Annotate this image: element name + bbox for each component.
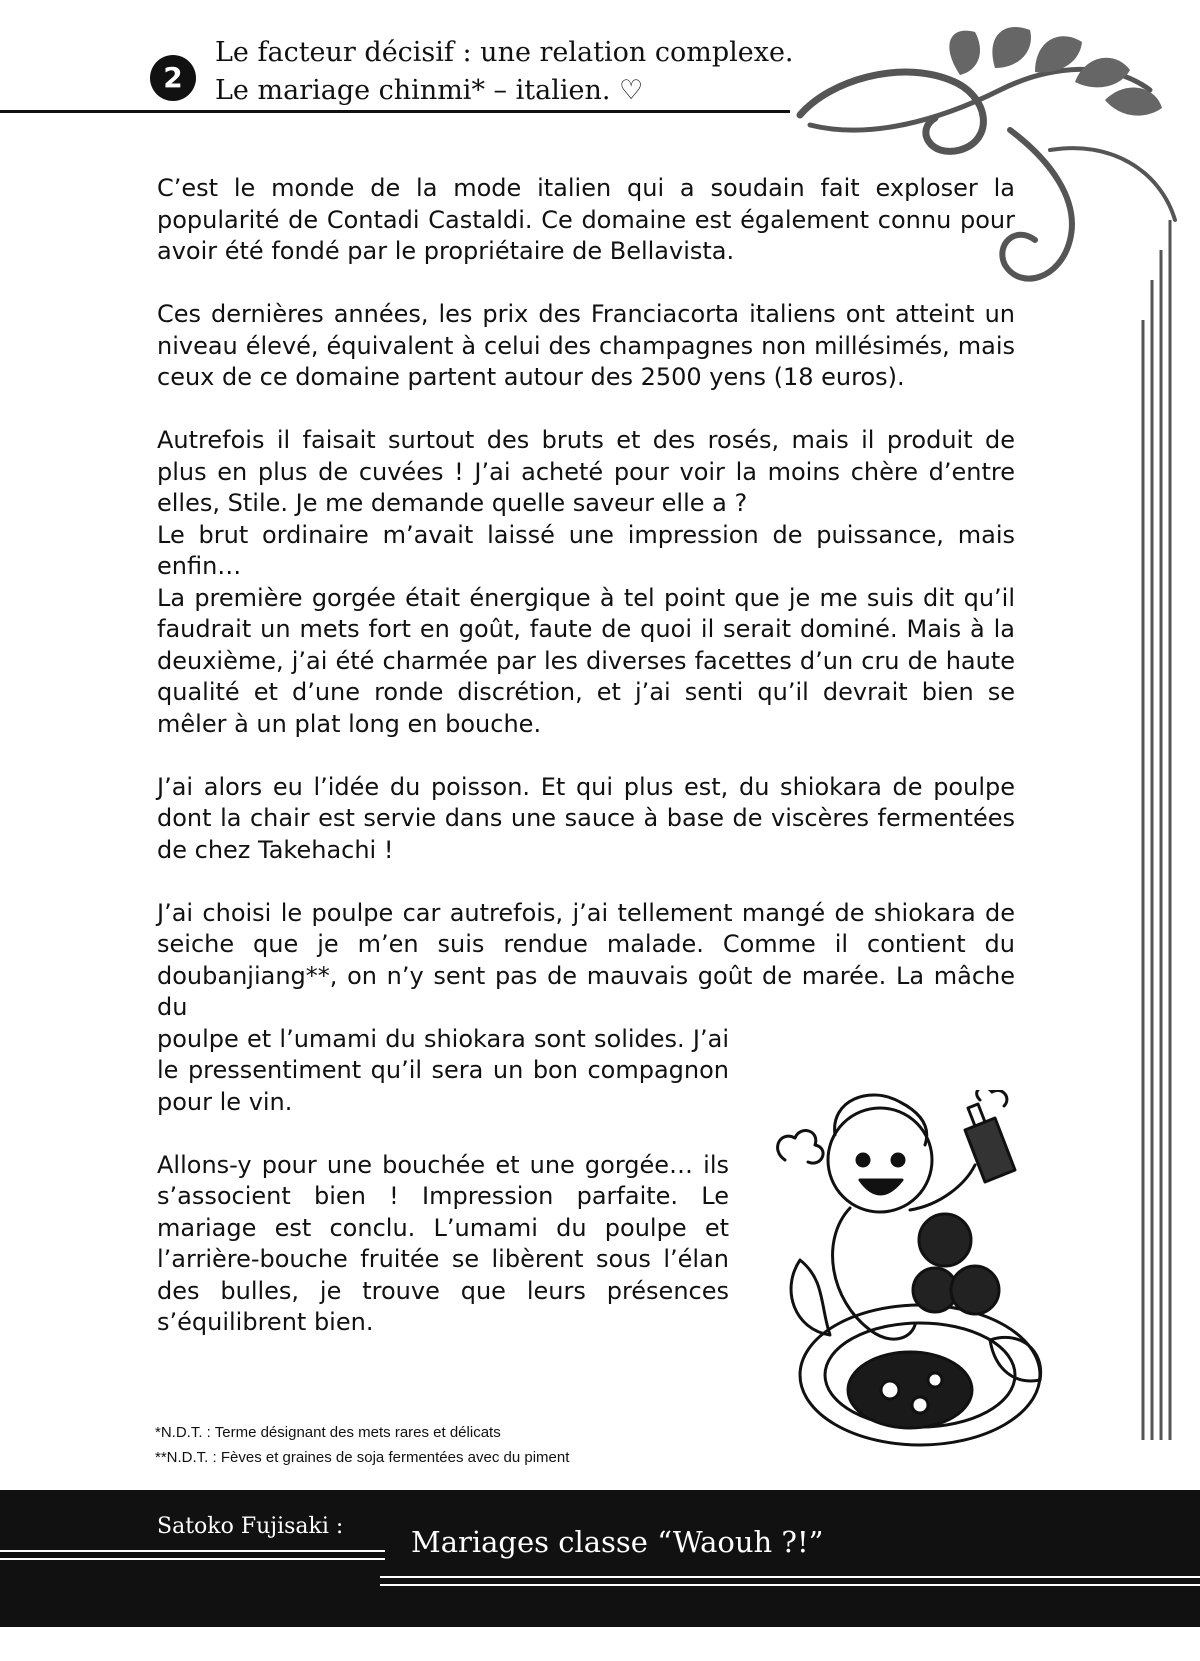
paragraph: Autrefois il faisait surtout des bruts et des rosés, mais il produit de plus en plus de cuvées ! J’ai acheté pour voir la moins chère d’entre elles, Stile. Je me demande quelle saveur elle a ? xyxy=(157,426,1015,517)
chapter-number-badge: 2 xyxy=(150,55,196,101)
footer-rule xyxy=(0,1550,385,1552)
paragraph: Ces dernières années, les prix des Franciacorta italiens ont atteint un niveau élevé, équivalent à celui des champagnes non millésimés, mais ceux de ce domaine partent autour des 2500 yens (18 euros). xyxy=(157,300,1015,391)
paragraph: J’ai alors eu l’idée du poisson. Et qui plus est, du shiokara de poulpe dont la chair est servie dans une sauce à base de viscères fermentées de chez Takehachi ! xyxy=(157,772,1015,864)
chapter-heading xyxy=(215,34,794,110)
footer-rule xyxy=(0,1558,385,1560)
chef-illustration xyxy=(760,1090,1090,1470)
footnote: *N.D.T. : Terme désignant des mets rares et délicats xyxy=(155,1424,501,1441)
paragraph: Allons-y pour une bouchée et une gorgée… ils s’associent bien ! Impression parfaite. Le mariage est conclu. L’umami du poulpe et l’arrière-bouche fruitée se libèrent sous l’élan des bulles, je trouve que leurs présences s’équilibrent bien. xyxy=(157,1150,729,1336)
footer-series-title: Mariages classe “Waouh ?!” xyxy=(411,1525,824,1559)
footer-author: Satoko Fujisaki : xyxy=(157,1514,344,1539)
paragraph: poulpe et l’umami du shiokara sont solides. J’ai le pressentiment qu’il sera un bon compagnon pour le vin. xyxy=(157,1024,729,1116)
header-rule xyxy=(0,110,790,113)
footer-rule xyxy=(380,1584,1200,1586)
footer-rule xyxy=(380,1576,1200,1578)
paragraph: J’ai choisi le poulpe car autrefois, j’ai tellement mangé de shiokara de seiche que je m’en suis rendue malade. Comme il contient du doubanjiang**, on n’y sent pas de mauvais goût de marée. La mâche du xyxy=(157,898,1015,1021)
chapter-title-line-2: Le mariage chinmi* – italien. ♡ xyxy=(215,75,644,106)
paragraph: La première gorgée était énergique à tel point que je me suis dit qu’il faudrait un mets fort en goût, faute de quoi il serait dominé. Mais à la deuxième, j’ai été charmée par les diverses facettes d’un cru de haute qualité et d’une ronde discrétion, et j’ai senti qu’il devrait bien se mêler à un plat long en bouche. xyxy=(157,583,1015,738)
paragraph: Le brut ordinaire m’avait laissé une impression de puissance, mais enfin… xyxy=(157,520,1015,580)
footnote: **N.D.T. : Fèves et graines de soja fermentées avec du piment xyxy=(155,1449,570,1466)
footnotes xyxy=(155,1420,569,1470)
chapter-title-line-1: Le facteur décisif : une relation complexe. xyxy=(215,37,794,68)
paragraph: C’est le monde de la mode italien qui a soudain fait exploser la popularité de Contadi Castaldi. Ce domaine est également connu pour avoir été fondé par le propriétaire de Bellavista. xyxy=(157,174,1015,265)
